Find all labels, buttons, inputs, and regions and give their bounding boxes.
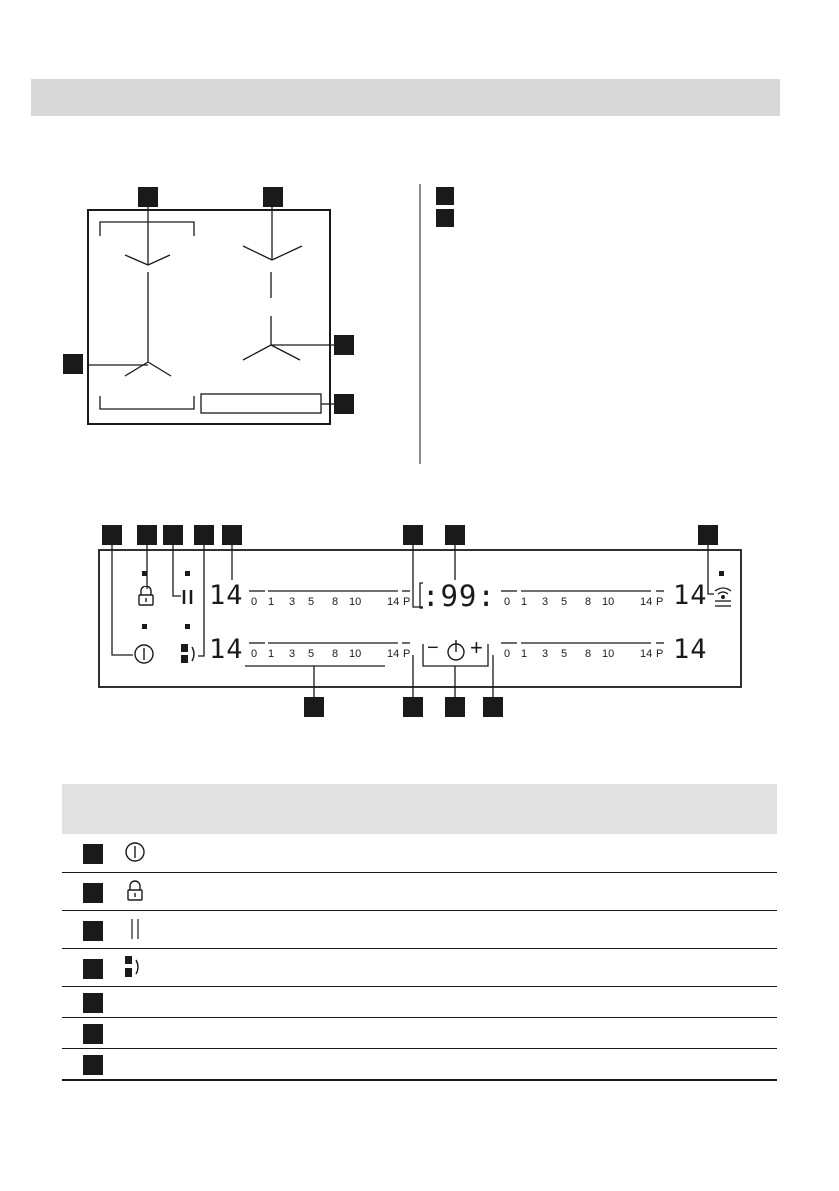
bridge-icon[interactable] (180, 642, 198, 666)
scale-label: 5 (308, 648, 315, 660)
indicator-led (185, 571, 190, 576)
callout-marker (63, 354, 83, 374)
table-header (62, 784, 777, 834)
legend-marker (436, 209, 454, 227)
callout-marker (483, 697, 503, 717)
power-scale-bottom-left[interactable] (251, 647, 411, 661)
scale-label: 8 (585, 648, 592, 660)
table-row (62, 834, 777, 873)
callout-marker (445, 525, 465, 545)
hob-diagram-drawing (0, 0, 839, 480)
scale-label: 14 (387, 648, 400, 660)
scale-label: 5 (561, 648, 568, 660)
table-row (62, 873, 777, 911)
timer-icon[interactable] (446, 640, 466, 662)
row-marker (83, 993, 103, 1013)
scale-label: 3 (542, 648, 549, 660)
scale-label: 14 (640, 648, 653, 660)
callout-marker (222, 525, 242, 545)
scale-label: 14 (640, 596, 653, 608)
callout-marker (698, 525, 718, 545)
indicator-led (142, 624, 147, 629)
row-marker (83, 883, 103, 903)
callout-marker (102, 525, 122, 545)
timer-plus-button[interactable]: + (470, 635, 483, 660)
scale-label: 10 (602, 648, 615, 660)
scale-label: 3 (289, 596, 296, 608)
legend-marker (436, 187, 454, 205)
power-scale-bottom-right[interactable] (504, 647, 664, 661)
zone-display-bottom-left: 14 (209, 634, 244, 665)
scale-label: 14 (387, 596, 400, 608)
callout-marker (163, 525, 183, 545)
timer-minus-button[interactable]: − (427, 637, 439, 659)
scale-label: 10 (349, 596, 362, 608)
indicator-led (719, 571, 724, 576)
power-scale-top-left[interactable] (251, 595, 411, 609)
zone-display-top-right: 14 (673, 580, 708, 611)
scale-label: 0 (251, 648, 258, 660)
row-marker (83, 1024, 103, 1044)
scale-label: 10 (349, 648, 362, 660)
scale-label: 0 (504, 596, 511, 608)
power-icon[interactable] (133, 643, 155, 665)
table-row (62, 1049, 777, 1081)
hob2hood-icon[interactable] (712, 585, 734, 609)
row-marker (83, 959, 103, 979)
callout-marker (194, 525, 214, 545)
scale-label: 1 (268, 596, 275, 608)
power-scale-top-right[interactable] (504, 595, 664, 609)
table-row (62, 1018, 777, 1049)
table-row (62, 949, 777, 987)
scale-label: 3 (289, 648, 296, 660)
callout-marker (334, 335, 354, 355)
row-marker (83, 1055, 103, 1075)
callout-marker (263, 187, 283, 207)
pause-icon (128, 917, 142, 941)
scale-label: 8 (585, 596, 592, 608)
lock-icon[interactable] (137, 586, 155, 606)
callout-marker (138, 187, 158, 207)
scale-label: P (656, 596, 664, 608)
scale-label: 0 (251, 596, 258, 608)
scale-label: 1 (268, 648, 275, 660)
table-row (62, 911, 777, 949)
scale-label: 8 (332, 648, 339, 660)
callout-marker (137, 525, 157, 545)
scale-label: P (403, 648, 411, 660)
callout-marker (334, 394, 354, 414)
scale-label: 10 (602, 596, 615, 608)
row-marker (83, 844, 103, 864)
scale-label: 5 (308, 596, 315, 608)
power-icon (124, 841, 146, 863)
zone-display-bottom-right: 14 (673, 634, 708, 665)
row-marker (83, 921, 103, 941)
scale-label: 5 (561, 596, 568, 608)
hob-diagram (0, 0, 839, 480)
pause-icon[interactable] (180, 588, 196, 606)
zone-display-top-left: 14 (209, 580, 244, 611)
scale-label: 3 (542, 596, 549, 608)
control-panel (0, 500, 839, 730)
scale-label: 8 (332, 596, 339, 608)
bridge-icon (124, 954, 142, 980)
scale-label: P (403, 596, 411, 608)
indicator-led (185, 624, 190, 629)
table-row (62, 987, 777, 1018)
scale-label: 1 (521, 648, 528, 660)
callout-marker (445, 697, 465, 717)
lock-icon (126, 880, 144, 902)
indicator-led (142, 571, 147, 576)
callout-marker (304, 697, 324, 717)
callout-marker (403, 525, 423, 545)
scale-label: 0 (504, 648, 511, 660)
timer-display: :99: (422, 579, 496, 613)
callout-marker (403, 697, 423, 717)
scale-label: P (656, 648, 664, 660)
scale-label: 1 (521, 596, 528, 608)
